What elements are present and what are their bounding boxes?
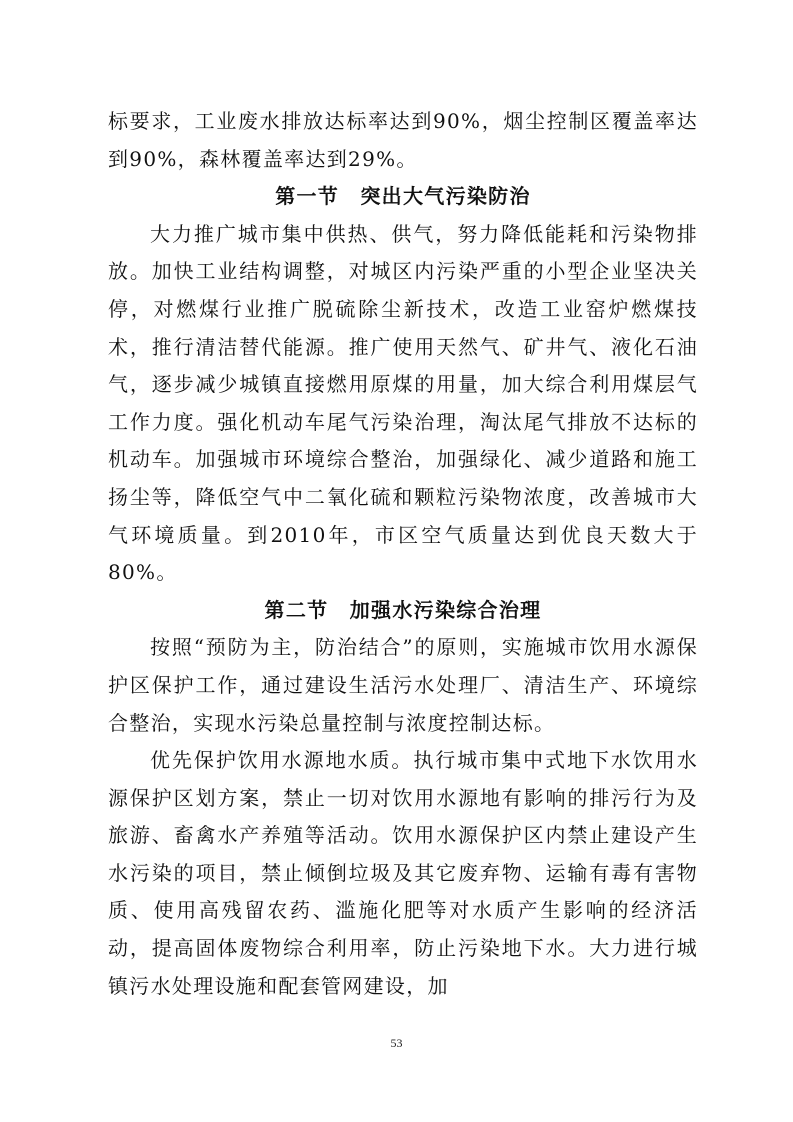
air-pollution-paragraph: 大力推广城市集中供热、供气，努力降低能耗和污染物排放。加快工业结构调整，对城区内污染严重的小型企业坚决关停，对燃煤行业推广脱硫除尘新技术，改造工业窑炉燃煤技术，推行清洁替代能源。推广使用天然气、矿井气、液化石油气，逐步减少城镇直接燃用原煤的用量，加大综合利用煤层气工作力度。强化机动车尾气污染治理，淘汰尾气排放不达标的机动车。加强城市环境综合整治，加强绿化、减少道路和施工扬尘等，降低空气中二氧化硫和颗粒污染物浓度，改善城市大气环境质量。到2010年，市区空气质量达到优良天数大于80%。	[108, 221, 698, 585]
water-pollution-paragraph-1: 按照“预防为主，防治结合”的原则，实施城市饮用水源保护区保护工作，通过建设生活污水处理厂、清洁生产、环境综合整治，实现水污染总量控制与浓度控制达标。	[108, 635, 698, 735]
water-pollution-paragraph-2: 优先保护饮用水源地水质。执行城市集中式地下水饮用水源保护区划方案，禁止一切对饮用水源地有影响的排污行为及旅游、畜禽水产养殖等活动。饮用水源保护区内禁止建设产生水污染的项目，禁止倾倒垃圾及其它废弃物、运输有毒有害物质、使用高残留农药、滥施化肥等对水质产生影响的经济活动，提高固体废物综合利用率，防止污染地下水。大力进行城镇污水处理设施和配套管网建设，加	[108, 748, 698, 998]
section-heading-air-pollution: 第一节 突出大气污染防治	[275, 184, 531, 209]
continuation-paragraph: 标要求，工业废水排放达标率达到90%，烟尘控制区覆盖率达到90%，森林覆盖率达到29%。	[108, 109, 698, 171]
section-heading-water-pollution: 第二节 加强水污染综合治理	[264, 597, 542, 622]
page-number: 53	[390, 1036, 403, 1050]
page-body	[108, 103, 698, 1005]
